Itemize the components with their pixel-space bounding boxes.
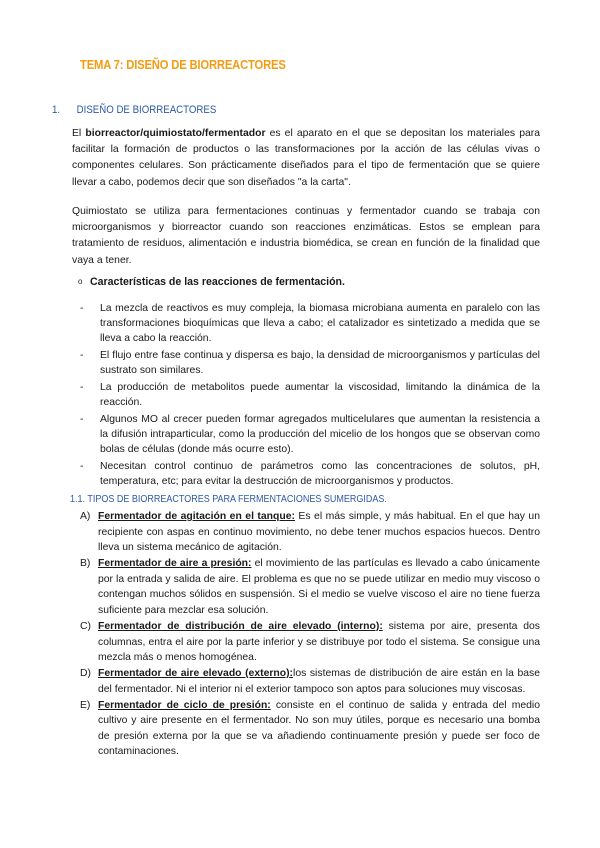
dash-bullet: -	[80, 382, 84, 394]
list-item-text: El flujo entre fase continua y dispersa es bajo, la densidad de microorganismos y partículas del sustrato son similares.	[100, 350, 540, 377]
document-title: TEMA 7: DISEÑO DE BIORREACTORES	[80, 58, 286, 72]
section-heading-1-1: 1.1. TIPOS DE BIORREACTORES PARA FERMENTACIONES SUMERGIDAS.	[70, 494, 387, 505]
second-paragraph: Quimiostato se utiliza para fermentaciones continuas y fermentador cuando se trabaja con microorganismos y biorreactor cuando son reacciones enzimáticas. Estos se emplean para tratamiento de residuos, alimentación e industria biomédica, se crean en función de la finalidad que vaya a tener.	[72, 206, 540, 266]
subheading-characteristics	[78, 276, 345, 288]
list-item	[80, 698, 540, 760]
list-marker: A)	[80, 511, 91, 522]
list-item-text: Necesitan control continuo de parámetros como las concentraciones de solutos, pH, temperatura, etc; para evitar la destrucción de microorganismos y productos.	[100, 461, 540, 488]
type-description: consiste en el continuo de salida y entrada del medio cultivo y aire presente en el fermentador. No son muy útiles, porque es necesario una bomba de presión externa por la que se va añadiendo continuamente presión y puede ser foco de contaminaciones.	[98, 699, 540, 758]
section-heading-text: DISEÑO DE BIORREACTORES	[76, 104, 217, 116]
type-description: Es el más simple, y más habitual. En el que hay un recipiente con aspas en continuo movimiento, no debe tener muchos espacios huecos. Dentro lleva un sistema mecánico de agitación.	[98, 511, 540, 554]
list-marker: D)	[80, 668, 91, 680]
characteristics-list	[80, 301, 540, 491]
list-item	[80, 348, 540, 378]
list-item	[80, 459, 540, 489]
type-term: Fermentador de agitación en el tanque:	[98, 511, 295, 522]
dash-bullet: -	[80, 461, 84, 473]
list-item-text: La mezcla de reactivos es muy compleja, la biomasa microbiana aumenta en paralelo con las transformaciones bioquímicas que lleva a cabo; el catalizador es sintetizado a medida que se lleva a cabo la reacción.	[100, 303, 540, 345]
list-marker: E)	[80, 699, 91, 711]
section-number: 1.	[52, 104, 61, 116]
list-item	[80, 412, 540, 458]
list-item	[80, 509, 540, 556]
type-description: los sistemas de distribución de aire están en la base del fermentador. Ni el interior ni el exterior tampoco son aptos para soluciones muy viscosas.	[98, 668, 540, 695]
bold-term: biorreactor/quimiostato/fermentador	[85, 128, 266, 139]
circle-bullet-icon: o	[78, 277, 83, 286]
type-term: Fermentador de ciclo de presión:	[98, 699, 271, 711]
list-item	[80, 556, 540, 618]
subheading-text: Características de las reacciones de fermentación.	[90, 276, 345, 288]
bioreactor-types-list	[80, 509, 540, 760]
list-marker: B)	[80, 558, 91, 570]
list-item	[80, 301, 540, 347]
paragraph-lead: El	[72, 128, 86, 139]
type-description: el movimiento de las partículas es llevado a cabo únicamente por la entrada y salida de aire. El problema es que no se puede utilizar en medio muy viscoso o contengan muchos sólidos en suspensión. Si el medio se vuelve viscoso el aire no tiene fuerza suficiente para mezclar esa solución.	[98, 558, 540, 616]
type-term: Fermentador de aire a presión:	[98, 558, 252, 570]
type-term: Fermentador de distribución de aire elevado (interno):	[98, 620, 383, 632]
list-item-text: Algunos MO al crecer pueden formar agregados multicelulares que aumentan la resistencia a la difusión intraparticular, como la producción del micelio de los hongos que se observan como bolas de células (donde más ocurre esto).	[100, 413, 540, 456]
paragraph-rest: es el aparato en el que se depositan los materiales para facilitar la formación de productos o las transformaciones por la acción de las células vivas o componentes celulares. Son prácticamente diseñados para el tipo de fermentación que se quiere llevar a cabo, podemos decir que son diseñados "a la carta".	[72, 128, 540, 188]
list-item-text: La producción de metabolitos puede aumentar la viscosidad, limitando la dinámica de la reacción.	[100, 382, 540, 409]
intro-paragraph	[72, 126, 540, 191]
dash-bullet: -	[80, 303, 84, 314]
dash-bullet: -	[80, 413, 84, 425]
section-heading-1	[52, 104, 216, 116]
dash-bullet: -	[80, 350, 84, 362]
list-item	[80, 619, 540, 666]
list-item	[80, 666, 540, 697]
list-item	[80, 380, 540, 410]
type-term: Fermentador de aire elevado (externo):	[98, 668, 294, 680]
type-description: sistema por aire, presenta dos columnas, entra el aire por la parte inferior y se distribuye por todo el sistema. Se consigue una mezcla más o menos homogénea.	[98, 620, 540, 664]
list-marker: C)	[80, 620, 91, 632]
